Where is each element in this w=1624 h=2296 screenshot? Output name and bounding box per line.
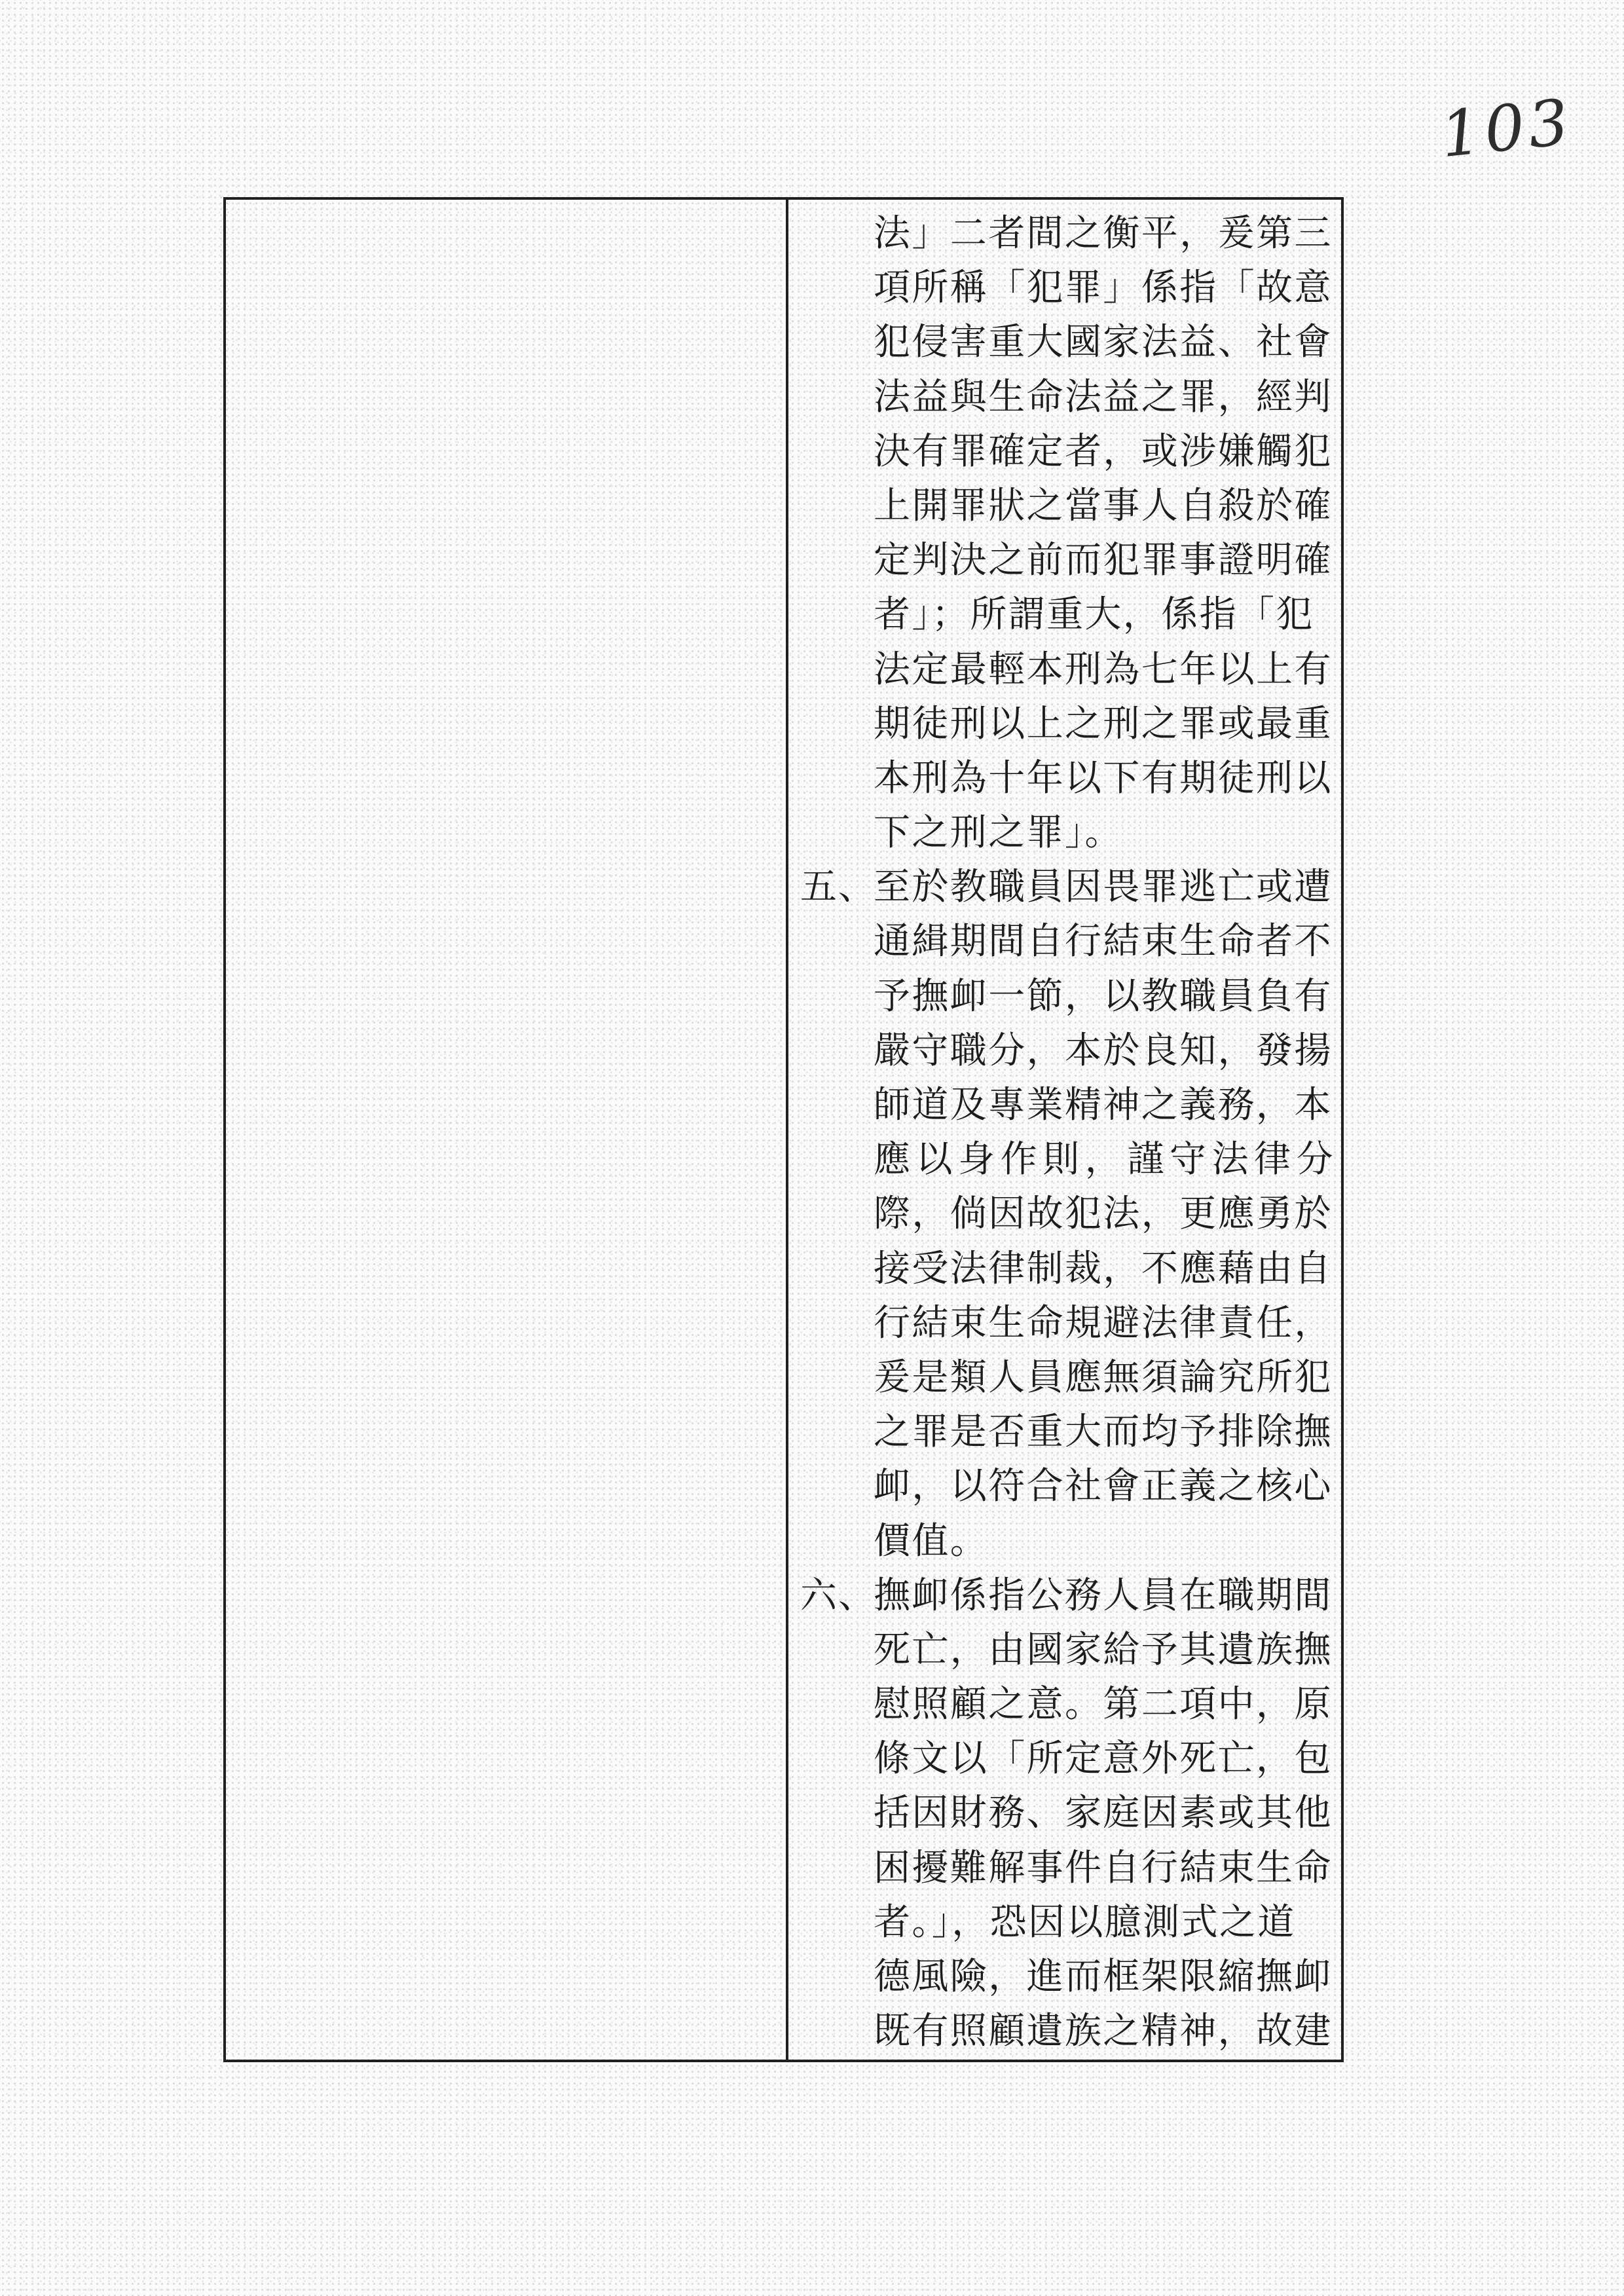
text-line: 應以身作則，謹守法律分 [874, 1138, 1335, 1181]
text-line: 嚴守職分，本於良知，發揚 [874, 1029, 1333, 1072]
text-line: 下之刑之罪」。 [874, 811, 1123, 855]
list-item [800, 206, 1341, 860]
text-line: 期徒刑以上之刑之罪或最重 [874, 702, 1333, 745]
text-line: 價值。 [874, 1519, 989, 1563]
text-line: 項所稱「犯罪」係指「故意 [874, 267, 1333, 310]
text-line: 撫卹係指公務人員在職期間 [874, 1574, 1333, 1617]
document-table [223, 197, 1344, 2062]
text-line: 予撫卹一節，以教職員負有 [874, 974, 1333, 1018]
list-marker: 五、 [800, 866, 876, 909]
text-line: 慰照顧之意。第二項中，原 [874, 1683, 1333, 1726]
text-line: 困擾難解事件自行結束生命 [874, 1846, 1333, 1889]
list-marker: 六、 [800, 1574, 876, 1617]
text-line: 行結束生命規避法律責任， [874, 1301, 1333, 1344]
text-line: 際，倘因故犯法，更應勇於 [874, 1193, 1333, 1236]
handwritten-page-number: 103 [1437, 84, 1576, 172]
right-cell [788, 200, 1341, 2060]
text-line: 之罪是否重大而均予排除撫 [874, 1411, 1333, 1454]
text-line: 犯侵害重大國家法益、社會 [874, 321, 1333, 364]
text-line: 通緝期間自行結束生命者不 [874, 920, 1333, 963]
text-line: 德風險，進而框架限縮撫卹 [874, 1955, 1333, 1998]
text-line: 者」；所謂重大，係指「犯 [874, 593, 1314, 637]
text-line: 死亡，由國家給予其遺族撫 [874, 1628, 1333, 1671]
text-line: 本刑為十年以下有期徒刑以 [874, 756, 1333, 800]
text-line: 上開罪狀之當事人自殺於確 [874, 484, 1333, 527]
text-line: 括因財務、家庭因素或其他 [874, 1792, 1333, 1835]
text-line: 條文以「所定意外死亡，包 [874, 1737, 1333, 1781]
text-line: 法益與生命法益之罪，經判 [874, 375, 1333, 418]
text-line: 決有罪確定者，或涉嫌觸犯 [874, 430, 1333, 473]
text-line: 法」二者間之衡平，爰第三 [874, 212, 1333, 255]
list-item [800, 860, 1341, 1568]
list-item-text [874, 1568, 1335, 2059]
left-cell [226, 200, 786, 2060]
text-line: 既有照顧遺族之精神，故建 [874, 2010, 1333, 2053]
text-line: 爰是類人員應無須論究所犯 [874, 1356, 1333, 1399]
text-line: 法定最輕本刑為七年以上有 [874, 648, 1333, 691]
list-marker [800, 206, 874, 261]
text-line: 至於教職員因畏罪逃亡或遭 [874, 866, 1333, 909]
text-line: 卹，以符合社會正義之核心 [874, 1465, 1333, 1508]
list-item-text [874, 206, 1335, 860]
list-item [800, 1568, 1341, 2059]
list-item-text [874, 860, 1335, 1568]
text-line: 定判決之前而犯罪事證明確 [874, 539, 1333, 582]
text-line: 者。」，恐因以臆測式之道 [874, 1900, 1296, 1944]
text-line: 師道及專業精神之義務，本 [874, 1084, 1333, 1126]
text-line: 接受法律制裁，不應藉由自 [874, 1247, 1333, 1290]
